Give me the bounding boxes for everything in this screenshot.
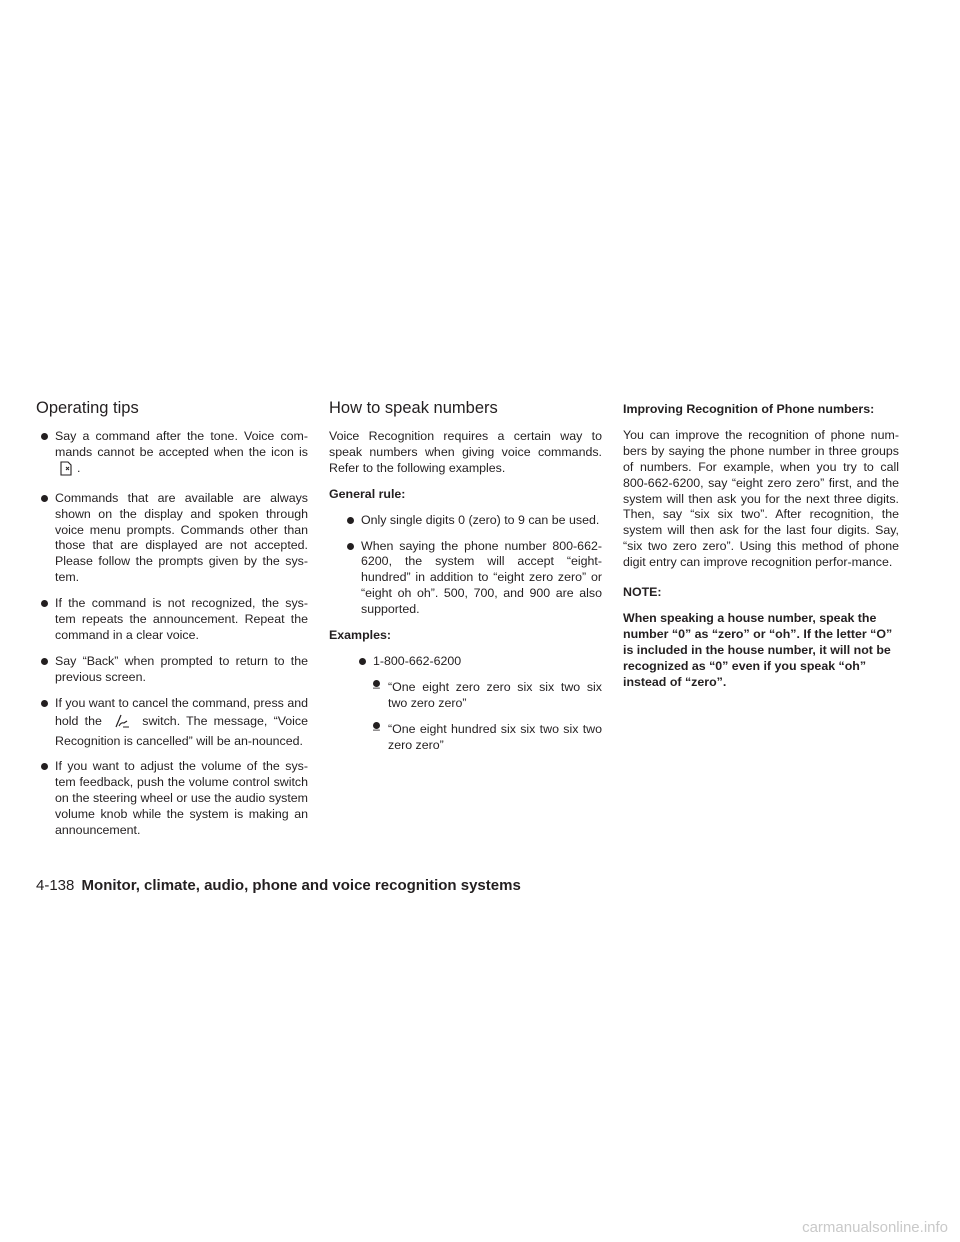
bullet-text: switch. The message, “Voice Recognition is cancelled” will be an-nounced.: [55, 713, 309, 748]
list-item: Say “Back” when prompted to return to the previous screen.: [36, 654, 308, 686]
chapter-title: Monitor, climate, audio, phone and voice recognition systems: [81, 877, 521, 894]
note-label: NOTE:: [623, 585, 662, 600]
page-number: 4-138: [36, 877, 75, 894]
bullet-text: .: [77, 460, 81, 475]
list-item: [36, 429, 308, 481]
bullet-text: If you want to cancel the command, press and hold the: [55, 695, 308, 728]
bullet-text: Say a command after the tone. Voice com-mands cannot be accepted when the icon is: [55, 429, 308, 459]
general-rule-list: [342, 513, 602, 618]
operating-tips-column: [36, 398, 308, 849]
list-item: Commands that are available are always shown on the display and spoken through voice menu prompts. Commands other than those that are displayed are not accepted. Please follow the prompts given by the sys-tem.: [36, 491, 308, 586]
list-item: If the command is not recognized, the sys-tem repeats the announcement. Repeat the command in a clear voice.: [36, 596, 308, 644]
watermark: carmanualsonline.info: [802, 1219, 948, 1236]
list-item: – “One eight zero zero six six two six two zero zero”: [373, 680, 602, 712]
page-footer: [36, 876, 521, 896]
improving-body: You can improve the recognition of phone num-bers by saying the phone number in three groups of numbers. For example, when you try to call 800-662-6200, say “eight zero zero” first, and the system will then ask you for the next three digits. Then, say “six six two”. After recognition, the system will then ask for the last four digits. Say, “six two zero zero”. Using this method of phone digit entry can improve recognition perfor-mance.: [623, 427, 899, 570]
examples-list: [354, 654, 602, 754]
intro-paragraph: Voice Recognition requires a certain way to speak numbers when giving voice commands. Refer to the following examples.: [329, 429, 602, 475]
voice-inactive-icon: [59, 461, 73, 481]
list-item: When saying the phone number 800-662-6200, the system will accept “eight-hundred” in addition to “eight zero zero” or “eight oh oh”. 500, 700, and 900 are also supported.: [342, 539, 602, 619]
operating-tips-heading: Operating tips: [36, 399, 139, 417]
list-item: Only single digits 0 (zero) to 9 can be used.: [342, 513, 602, 529]
note-body: When speaking a house number, speak the number “0” as “zero” or “oh”. If the letter “O” is included in the house number, it will not be recognized as “0” even if you speak “oh” instead of “zero”.: [623, 610, 893, 689]
general-rule-label: General rule:: [329, 486, 406, 501]
how-to-speak-heading: How to speak numbers: [329, 399, 498, 417]
list-item: If you want to adjust the volume of the sys-tem feedback, push the volume control switch on the steering wheel or use the audio system volume knob while the system is making an announcement.: [36, 759, 308, 839]
how-to-speak-column: [329, 398, 602, 764]
examples-label: Examples:: [329, 628, 391, 643]
improving-column: [623, 402, 899, 701]
improving-heading: Improving Recognition of Phone numbers:: [623, 402, 875, 416]
example-number: 1-800-662-6200: [373, 653, 462, 668]
list-item: [36, 696, 308, 750]
talk-switch-icon: [112, 712, 132, 734]
operating-tips-list: [36, 429, 308, 839]
list-item: [354, 654, 602, 754]
example-variants: [373, 680, 602, 754]
list-item: – “One eight hundred six six two six two zero zero”: [373, 722, 602, 754]
